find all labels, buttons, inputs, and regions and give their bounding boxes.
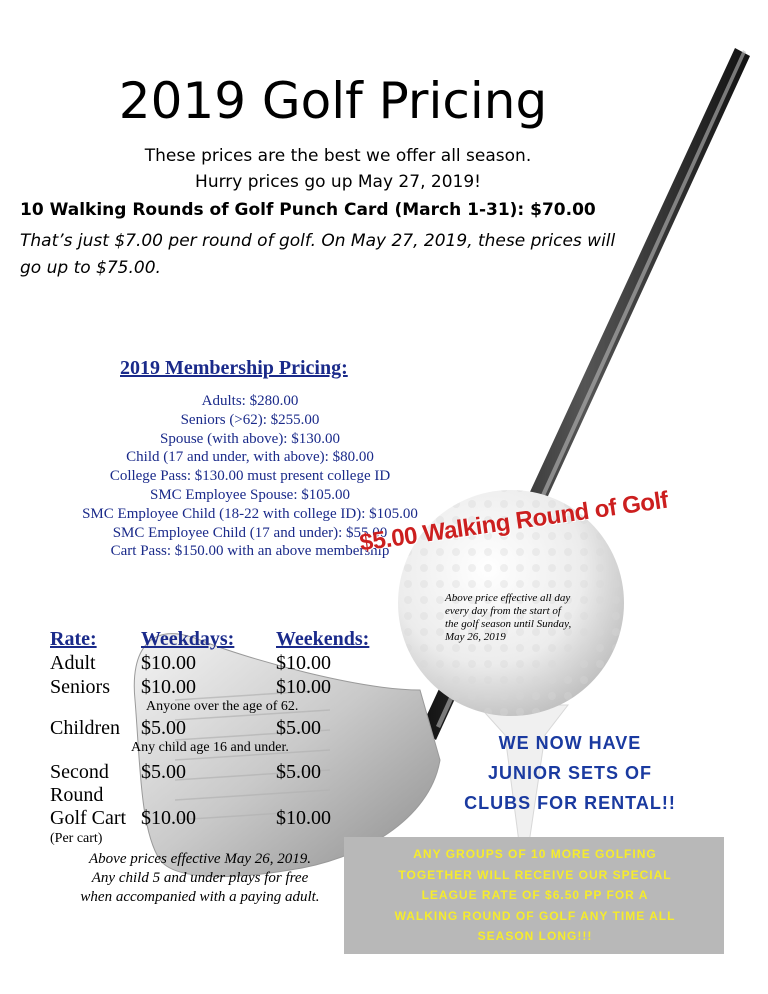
weekdays-header: Weekdays:: [141, 628, 235, 650]
punch-card-offer: 10 Walking Rounds of Golf Punch Card (March 1-31): $70.00: [20, 200, 596, 220]
league-line: TOGETHER WILL RECEIVE OUR SPECIAL: [398, 867, 672, 882]
league-line: SEASON LONG!!!: [477, 929, 593, 943]
junior-line: JUNIOR SETS OF: [487, 763, 653, 783]
seniors-note: Anyone over the age of 62.: [146, 699, 299, 714]
children-note: Any child age 16 and under.: [131, 740, 289, 755]
subtitle-hurry: Hurry prices go up May 27, 2019!: [195, 172, 481, 192]
golf-cart-weekday: $10.00: [141, 807, 196, 829]
membership-item: SMC Employee Child (17 and under): $55.00: [112, 524, 388, 541]
second-round-label-1: Second: [50, 761, 109, 783]
promo-effective-note: [445, 592, 610, 644]
adult-weekend: $10.00: [276, 652, 331, 674]
second-round-weekend: $5.00: [276, 761, 321, 783]
promo-note-line: May 26, 2019: [445, 631, 506, 643]
membership-item: SMC Employee Spouse: $105.00: [149, 486, 350, 503]
membership-item: Child (17 and under, with above): $80.00: [126, 449, 374, 466]
adult-label: Adult: [50, 652, 96, 674]
footnote-line: when accompanied with a paying adult.: [80, 889, 320, 905]
children-weekend: $5.00: [276, 717, 321, 739]
golf-cart-weekend: $10.00: [276, 807, 331, 829]
walking-round-promo: $5.00 Walking Round of Golf: [358, 486, 670, 557]
league-line: ANY GROUPS OF 10 MORE GOLFING: [413, 847, 657, 861]
golf-cart-label: Golf Cart: [50, 807, 127, 829]
punch-card-note: [20, 228, 650, 282]
seniors-weekday: $10.00: [141, 676, 196, 698]
junior-line: WE NOW HAVE: [498, 733, 642, 753]
seniors-label: Seniors: [50, 676, 110, 698]
membership-heading: 2019 Membership Pricing:: [120, 357, 348, 379]
page-title: 2019 Golf Pricing: [118, 72, 548, 130]
promo-note-line: every day from the start of: [445, 605, 561, 617]
second-round-label-2: Round: [50, 784, 104, 806]
membership-item: Adults: $280.00: [201, 393, 299, 409]
punch-note-line-1: That’s just $7.00 per round of golf. On May 27, 2019, these prices will: [20, 231, 616, 251]
league-rate-text: [352, 844, 718, 947]
promo-note-line: the golf season until Sunday,: [445, 618, 572, 630]
children-label: Children: [50, 717, 120, 739]
league-line: LEAGUE RATE OF $6.50 PP FOR A: [421, 888, 649, 902]
league-line: WALKING ROUND OF GOLF ANY TIME ALL: [394, 908, 676, 923]
junior-clubs-announcement: [420, 728, 720, 818]
weekends-header: Weekends:: [276, 628, 370, 650]
membership-item: SMC Employee Child (18-22 with college ID): $105.00: [82, 505, 418, 522]
punch-note-line-2: go up to $75.00.: [20, 258, 161, 278]
seniors-weekend: $10.00: [276, 676, 331, 698]
subtitle-best-prices: These prices are the best we offer all season.: [144, 146, 532, 166]
footnote-line: Above prices effective May 26, 2019.: [89, 851, 311, 867]
membership-item: Cart Pass: $150.00 with an above membership: [110, 543, 390, 560]
footnote-line: Any child 5 and under plays for free: [91, 870, 309, 886]
promo-note-line: Above price effective all day: [445, 592, 571, 604]
second-round-weekday: $5.00: [141, 761, 186, 783]
children-weekday: $5.00: [141, 717, 186, 739]
adult-weekday: $10.00: [141, 652, 196, 674]
membership-item: Spouse (with above): $130.00: [160, 430, 340, 447]
golf-cart-sub: (Per cart): [50, 831, 103, 846]
membership-item: Seniors (>62): $255.00: [180, 411, 320, 428]
rate-header: Rate:: [50, 628, 97, 650]
junior-line: CLUBS FOR RENTAL!!: [464, 793, 676, 813]
membership-item: College Pass: $130.00 must present college ID: [109, 468, 391, 485]
rate-footnotes: [40, 850, 360, 907]
